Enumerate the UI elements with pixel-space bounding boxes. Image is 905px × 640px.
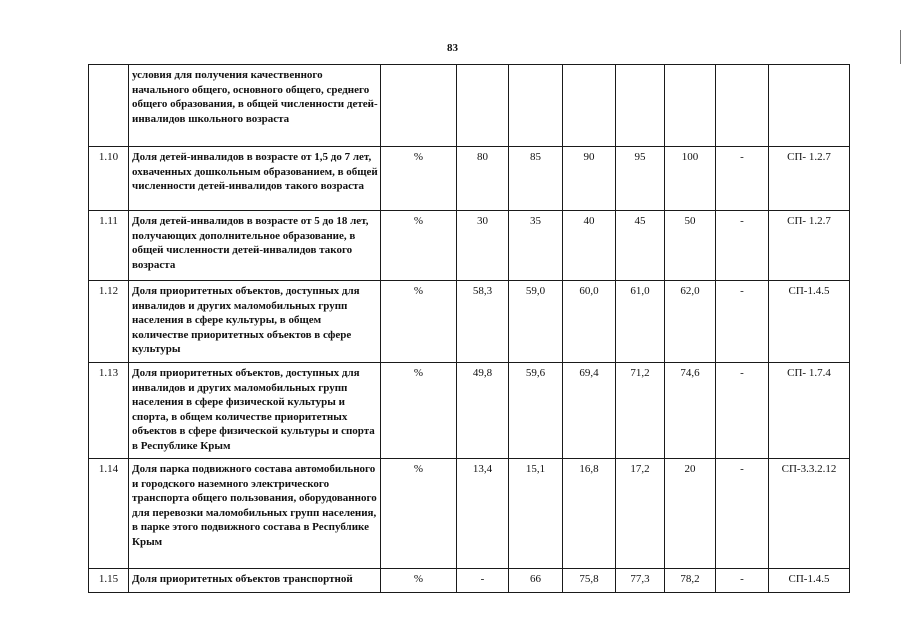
indicator-description: Доля приоритетных объектов, доступных для инвалидов и других маломобильных групп населения в сфере физической культуры и спорта, в общем количестве приоритетных объектов в сфере физической культуры и спорта в Республике Крым [129, 363, 381, 459]
indicator-description: Доля парка подвижного состава автомобильного и городского наземного электрического транспорта общего пользования, оборудованного для перевозки маломобильных групп населения, в парке этого подвижного состава в Республике Крым [129, 459, 381, 569]
value-cell: 69,4 [563, 363, 616, 459]
table-row [89, 363, 850, 459]
reference-cell: СП- 1.2.7 [769, 211, 850, 281]
indicator-description: Доля приоритетных объектов транспортной [129, 569, 381, 593]
unit-cell: % [381, 569, 457, 593]
reference-cell [769, 65, 850, 147]
row-number: 1.12 [89, 281, 129, 363]
value-cell: 71,2 [616, 363, 665, 459]
value-cell [563, 65, 616, 147]
value-cell: - [457, 569, 509, 593]
indicator-description: условия для получения качественного начального общего, основного общего, среднего общего образования, в общей численности детей-инвалидов школьного возраста [129, 65, 381, 147]
value-cell: 16,8 [563, 459, 616, 569]
unit-cell: % [381, 459, 457, 569]
unit-cell [381, 65, 457, 147]
row-number [89, 65, 129, 147]
value-cell: 90 [563, 147, 616, 211]
value-cell: 30 [457, 211, 509, 281]
row-number: 1.13 [89, 363, 129, 459]
dash-cell: - [716, 281, 769, 363]
unit-cell: % [381, 363, 457, 459]
unit-cell: % [381, 147, 457, 211]
table-row [89, 459, 850, 569]
indicator-description: Доля детей-инвалидов в возрасте от 5 до 18 лет, получающих дополнительное образование, в общей численности детей-инвалидов такого возраста [129, 211, 381, 281]
page-edge-mark [900, 30, 901, 64]
page-number: 83 [447, 42, 458, 54]
value-cell: 77,3 [616, 569, 665, 593]
table-row [89, 281, 850, 363]
dash-cell: - [716, 569, 769, 593]
indicators-table [88, 64, 850, 593]
value-cell: 45 [616, 211, 665, 281]
value-cell [665, 65, 716, 147]
reference-cell: СП- 1.2.7 [769, 147, 850, 211]
table-row [89, 147, 850, 211]
value-cell: 61,0 [616, 281, 665, 363]
value-cell: 15,1 [509, 459, 563, 569]
dash-cell: - [716, 211, 769, 281]
dash-cell: - [716, 147, 769, 211]
value-cell: 78,2 [665, 569, 716, 593]
row-number: 1.10 [89, 147, 129, 211]
unit-cell: % [381, 211, 457, 281]
value-cell: 100 [665, 147, 716, 211]
row-number: 1.11 [89, 211, 129, 281]
indicator-description: Доля детей-инвалидов в возрасте от 1,5 до 7 лет, охваченных дошкольным образованием, в общей численности детей-инвалидов такого возраста [129, 147, 381, 211]
row-number: 1.14 [89, 459, 129, 569]
table-row [89, 569, 850, 593]
value-cell: 20 [665, 459, 716, 569]
value-cell: 50 [665, 211, 716, 281]
row-number: 1.15 [89, 569, 129, 593]
value-cell [509, 65, 563, 147]
value-cell: 74,6 [665, 363, 716, 459]
table-row [89, 65, 850, 147]
indicator-description: Доля приоритетных объектов, доступных для инвалидов и других маломобильных групп населения в сфере культуры, в общем количестве приоритетных объектов в сфере культуры [129, 281, 381, 363]
value-cell: 49,8 [457, 363, 509, 459]
value-cell: 13,4 [457, 459, 509, 569]
dash-cell: - [716, 459, 769, 569]
reference-cell: СП-1.4.5 [769, 569, 850, 593]
value-cell: 58,3 [457, 281, 509, 363]
value-cell: 59,0 [509, 281, 563, 363]
value-cell: 40 [563, 211, 616, 281]
value-cell: 17,2 [616, 459, 665, 569]
value-cell: 95 [616, 147, 665, 211]
value-cell: 66 [509, 569, 563, 593]
table-row [89, 211, 850, 281]
dash-cell [716, 65, 769, 147]
value-cell: 35 [509, 211, 563, 281]
value-cell [616, 65, 665, 147]
value-cell: 62,0 [665, 281, 716, 363]
value-cell: 59,6 [509, 363, 563, 459]
reference-cell: СП- 1.7.4 [769, 363, 850, 459]
reference-cell: СП-1.4.5 [769, 281, 850, 363]
value-cell: 75,8 [563, 569, 616, 593]
value-cell: 60,0 [563, 281, 616, 363]
value-cell [457, 65, 509, 147]
unit-cell: % [381, 281, 457, 363]
value-cell: 85 [509, 147, 563, 211]
reference-cell: СП-3.3.2.12 [769, 459, 850, 569]
dash-cell: - [716, 363, 769, 459]
value-cell: 80 [457, 147, 509, 211]
